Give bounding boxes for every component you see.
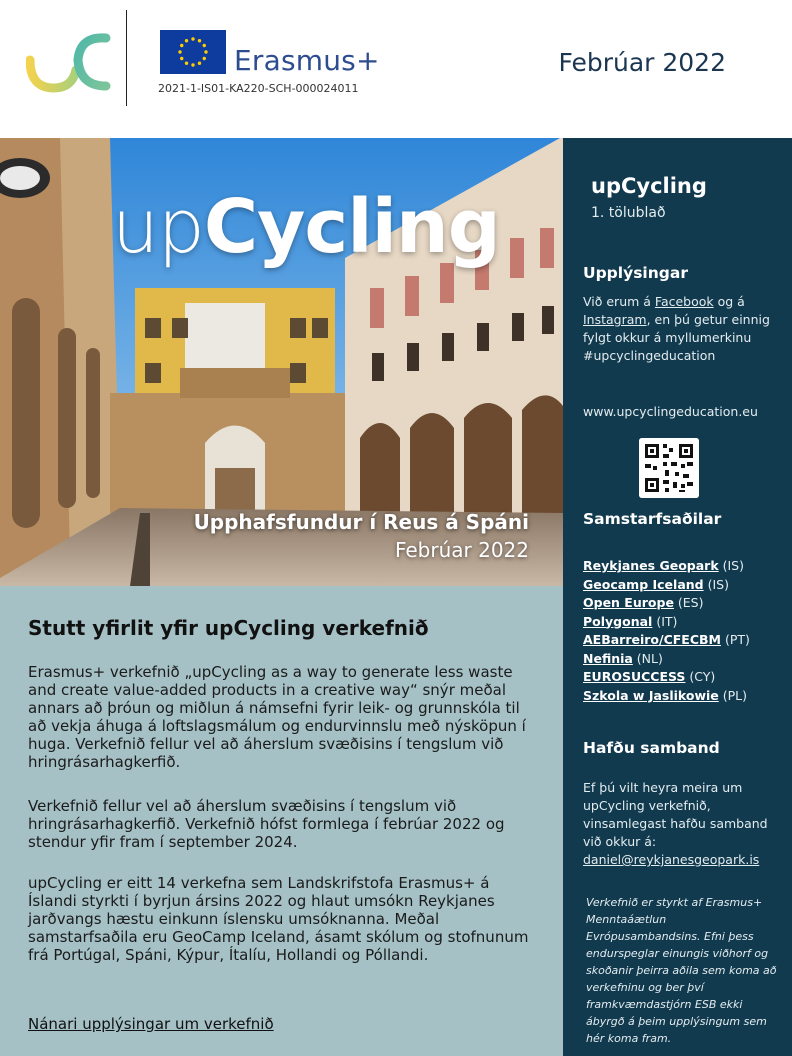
header-date: Febrúar 2022 bbox=[558, 48, 726, 77]
eu-star-icon bbox=[198, 39, 201, 42]
hero-image bbox=[0, 138, 563, 586]
instagram-link[interactable]: Instagram bbox=[583, 312, 647, 327]
partner-item bbox=[583, 687, 788, 706]
paragraph-3: upCycling er eitt 14 verkefna sem Landskrifstofa Erasmus+ á Íslandi styrkti í byrjun ársins 2022 og hlaut umsókn Reykjanes jarðvangs hæstu einkunn íslensku umsóknanna. Meðal samstarfsaðila eru GeoCamp Iceland, ásamt skólum og stofnunum frá Portúgal, Spáni, Kýpur, Ítalíu, Hollandi og Póllandi. bbox=[28, 874, 529, 964]
partner-item bbox=[583, 557, 788, 576]
info-text bbox=[583, 293, 783, 365]
info-mid: og á bbox=[713, 294, 745, 309]
eu-star-icon bbox=[180, 44, 183, 47]
partner-country: (IS) bbox=[718, 558, 744, 573]
eu-star-icon bbox=[204, 50, 207, 53]
info-heading: Upplýsingar bbox=[583, 264, 688, 282]
partner-name-link[interactable]: Polygonal bbox=[583, 613, 653, 629]
hero-title bbox=[112, 184, 500, 270]
partner-item bbox=[583, 650, 788, 669]
partner-name-link[interactable]: Open Europe bbox=[583, 595, 674, 610]
partners-list bbox=[583, 557, 788, 705]
main-content bbox=[0, 586, 563, 1056]
partner-name-link[interactable]: Reykjanes Geopark bbox=[583, 558, 719, 573]
partner-country: (IS) bbox=[703, 576, 729, 592]
eu-star-icon bbox=[185, 62, 188, 65]
eu-star-icon bbox=[178, 50, 181, 53]
info-suffix: , en þú getur einnig fylgt okkur á myllumerkinu #upcyclingeducation bbox=[583, 312, 770, 363]
eu-disclaimer: Verkefnið er styrkt af Erasmus+ Menntaáætlun Evrópusambandsins. Efni þess endurspeglar einungis viðhorf og skoðanir þeirra aðila sem koma að verkefninu og ber því framkvæmdastjórn ESB ekki ábyrgð á þeim upplýsingum sem hér koma fram. bbox=[586, 896, 777, 1045]
website-link[interactable]: www.upcyclingeducation.eu bbox=[583, 404, 758, 419]
contact-heading: Hafðu samband bbox=[583, 739, 720, 757]
partner-country: (IT) bbox=[652, 613, 678, 629]
partner-name-link[interactable]: EUROSUCCESS bbox=[583, 669, 686, 684]
qr-code-icon[interactable] bbox=[639, 438, 699, 498]
partner-item bbox=[583, 613, 788, 632]
partner-item bbox=[583, 576, 788, 595]
partner-item bbox=[583, 631, 788, 650]
eu-star-icon bbox=[203, 57, 206, 60]
facebook-link[interactable]: Facebook bbox=[654, 294, 714, 309]
eu-star-icon bbox=[185, 39, 188, 42]
partner-country: (ES) bbox=[673, 595, 704, 610]
grant-code: 2021-1-IS01-KA220-SCH-000024011 bbox=[158, 82, 359, 95]
partner-country: (NL) bbox=[632, 650, 663, 666]
eu-star-icon bbox=[198, 62, 201, 65]
partner-country: (PT) bbox=[720, 632, 750, 647]
hero-title-bold: Cycling bbox=[203, 184, 500, 270]
sidebar-title: upCycling bbox=[591, 174, 707, 198]
eu-flag-icon bbox=[160, 30, 226, 74]
eu-star-icon bbox=[191, 63, 194, 66]
contact-text bbox=[583, 779, 783, 869]
info-prefix: Við erum á bbox=[583, 294, 655, 309]
contact-body: Ef þú vilt heyra meira um upCycling verkefnið, vinsamlegast hafðu samband við okkur á: bbox=[583, 780, 768, 849]
contact-email-link[interactable]: daniel@reykjanesgeopark.is bbox=[583, 852, 760, 867]
partner-name-link[interactable]: Nefinia bbox=[583, 650, 633, 666]
hero-date: Febrúar 2022 bbox=[394, 538, 529, 562]
eu-star-icon bbox=[191, 37, 194, 40]
partner-name-link[interactable]: AEBarreiro/CFECBM bbox=[583, 632, 721, 647]
eu-star-icon bbox=[203, 44, 206, 47]
erasmus-logo-text: Erasmus+ bbox=[234, 44, 380, 77]
more-info-link[interactable]: Nánari upplýsingar um verkefnið bbox=[28, 1015, 274, 1033]
paragraph-2: Verkefnið fellur vel að áherslum svæðisins í tengslum við hringrásarhagkerfið. Verkefnið hófst formlega í febrúar 2022 og stendur yfir fram í september 2024. bbox=[28, 797, 505, 851]
partner-name-link[interactable]: Szkola w Jaslikowie bbox=[583, 687, 719, 703]
page-header bbox=[0, 0, 792, 138]
main-heading: Stutt yfirlit yfir upCycling verkefnið bbox=[28, 616, 429, 640]
sidebar bbox=[563, 138, 792, 1056]
paragraph-1: Erasmus+ verkefnið „upCycling as a way to generate less waste and create value-added products in a creative way“ snýr meðal annars að þróun og miðlun á námsefni fyrir leik- og grunnskóla til að vekja áhuga á loftslagsmálum og endurvinnslu með nýsköpun í huga. Verkefnið fellur vel að áherslum svæðisins í tengslum við hringrásarhagkerfið. bbox=[28, 663, 526, 771]
partner-item bbox=[583, 594, 788, 613]
hero-title-thin: up bbox=[112, 184, 204, 270]
partner-country: (PL) bbox=[718, 687, 748, 703]
eu-star-icon bbox=[180, 57, 183, 60]
upcycling-logo bbox=[26, 30, 112, 94]
hero-subtitle: Upphafsfundur í Reus á Spáni bbox=[193, 510, 529, 534]
partner-country: (CY) bbox=[685, 669, 716, 684]
partner-name-link[interactable]: Geocamp Iceland bbox=[583, 576, 704, 592]
partner-item bbox=[583, 668, 788, 687]
issue-number: 1. tölublað bbox=[591, 205, 666, 221]
partners-heading: Samstarfsaðilar bbox=[583, 510, 722, 528]
header-divider bbox=[126, 10, 127, 106]
